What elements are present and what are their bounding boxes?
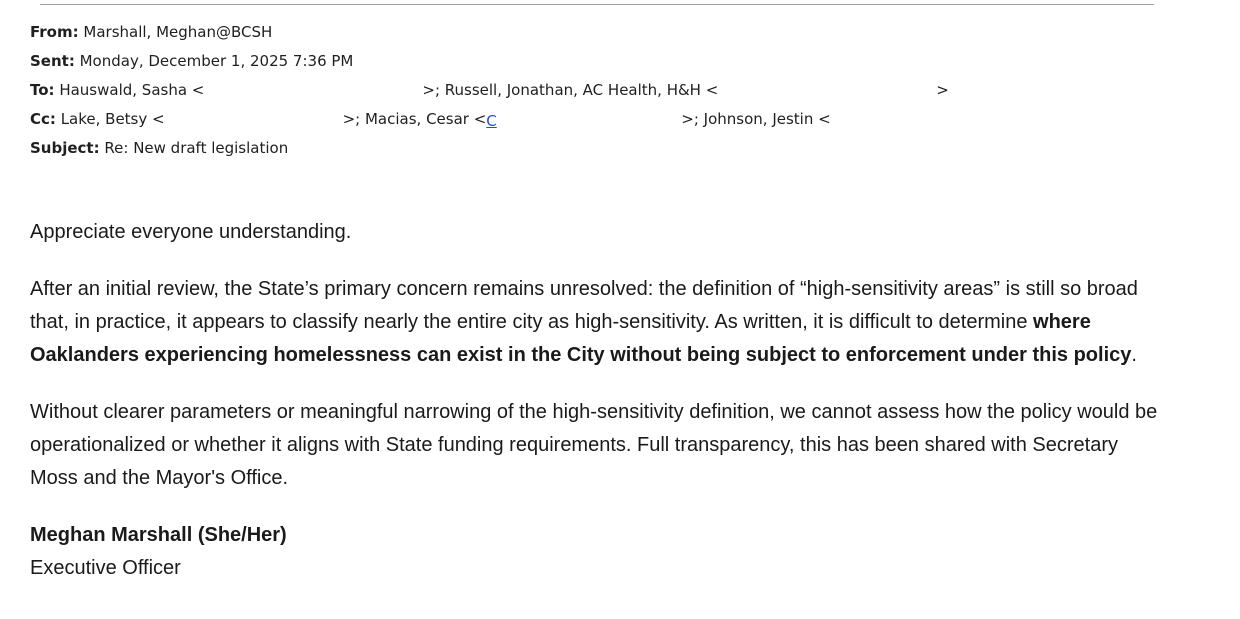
to-end: > <box>936 81 949 99</box>
cc-row <box>30 105 993 134</box>
sent-label: Sent: <box>30 52 75 70</box>
from-value: Marshall, Meghan@BCSH <box>83 23 273 41</box>
subject-value: Re: New draft legislation <box>104 139 289 157</box>
redacted-email-link[interactable] <box>165 112 343 126</box>
to-recipient-1: Hauswald, Sasha < <box>59 81 205 99</box>
redacted-email-link[interactable] <box>204 83 422 97</box>
signature-block <box>30 519 1170 585</box>
redacted-email-link[interactable] <box>718 83 936 97</box>
concern-paragraph <box>30 273 1170 372</box>
sent-row <box>30 47 993 76</box>
to-label: To: <box>30 81 55 99</box>
subject-row <box>30 134 993 163</box>
parameters-paragraph: Without clearer parameters or meaningful narrowing of the high-sensitivity definition, we cannot assess how the policy would be operationalized or whether it aligns with State funding requirements. Full transparency, this has been shared with Secretary Moss and the Mayor's Office. <box>30 401 1158 489</box>
email-header <box>30 18 993 163</box>
from-row <box>30 18 993 47</box>
sent-value: Monday, December 1, 2025 7:36 PM <box>79 52 354 70</box>
header-divider <box>40 4 1154 5</box>
subject-label: Subject: <box>30 139 100 157</box>
cc-recipient-1: Lake, Betsy < <box>60 110 165 128</box>
redacted-email-link[interactable] <box>831 112 993 126</box>
cc-separator-2: >; Johnson, Jestin < <box>681 110 831 128</box>
greeting-paragraph: Appreciate everyone understanding. <box>30 221 352 243</box>
email-body <box>30 216 1170 585</box>
signature-name: Meghan Marshall (She/Her) <box>30 524 287 546</box>
cc-link-start: C <box>486 112 497 130</box>
to-row <box>30 76 993 105</box>
concern-emphasis: where Oaklanders experiencing homelessness can exist in the City without being subject to enforcement under this policy <box>30 311 1132 366</box>
signature-title: Executive Officer <box>30 557 181 579</box>
cc-label: Cc: <box>30 110 56 128</box>
cc-email-link[interactable] <box>486 107 681 130</box>
cc-separator-1: >; Macias, Cesar < <box>342 110 487 128</box>
from-label: From: <box>30 23 79 41</box>
concern-text: After an initial review, the State’s primary concern remains unresolved: the definition of “high-sensitivity areas” is still so broad that, in practice, it appears to classify nearly the entire city as high-sensitivity. As written, it is difficult to determine <box>30 278 1138 333</box>
to-separator: >; Russell, Jonathan, AC Health, H&H < <box>422 81 719 99</box>
redacted-email <box>277 25 457 39</box>
concern-end: . <box>1131 344 1137 366</box>
